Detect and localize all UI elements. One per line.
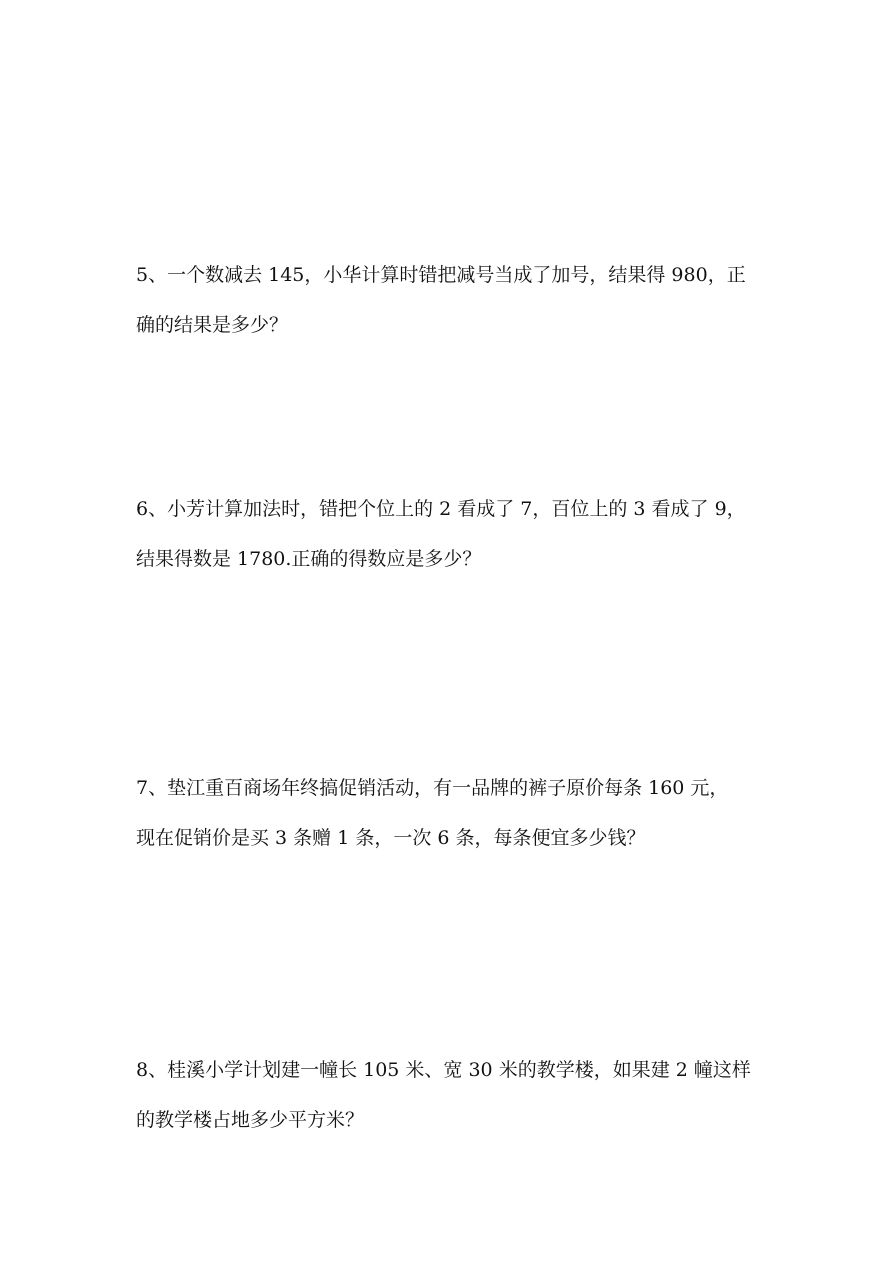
problem-5-line-2: 确的结果是多少？ [136,314,289,336]
problem-8-line-1: 8、桂溪小学计划建一幢长 105 米、宽 30 米的教学楼，如果建 2 幢这样 [136,1059,751,1081]
problem-5 [136,250,766,350]
problem-6 [136,484,766,584]
problem-8 [136,1045,766,1145]
problem-5-line-1: 5、一个数减去 145，小华计算时错把减号当成了加号，结果得 980，正 [136,264,746,286]
problem-7-line-2: 现在促销价是买 3 条赠 1 条，一次 6 条，每条便宜多少钱？ [136,827,646,849]
problem-8-line-2: 的教学楼占地多少平方米？ [136,1109,365,1131]
problem-7-line-1: 7、垫江重百商场年终搞促销活动，有一品牌的裤子原价每条 160 元， [136,777,729,799]
problem-6-line-1: 6、小芳计算加法时，错把个位上的 2 看成了 7，百位上的 3 看成了 9， [136,498,746,520]
problem-6-line-2: 结果得数是 1780.正确的得数应是多少？ [136,548,482,570]
problem-7 [136,763,766,863]
